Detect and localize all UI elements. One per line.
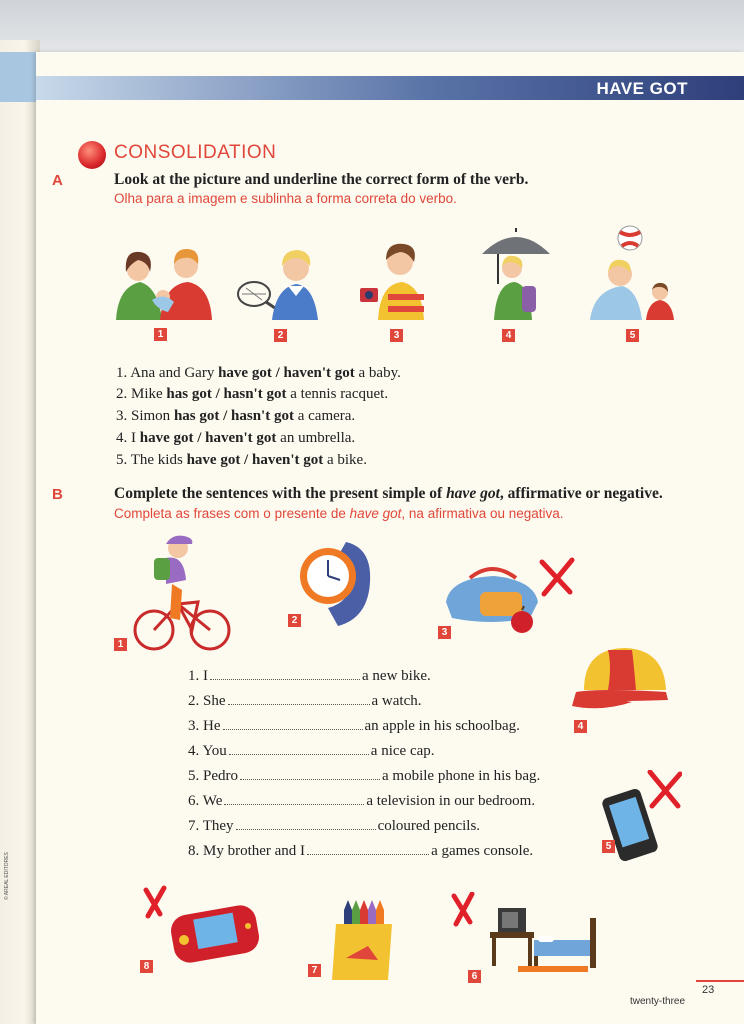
picture-label: 4	[574, 720, 587, 733]
answer-blank[interactable]	[307, 845, 429, 855]
coloured-pencils-picture	[328, 898, 400, 982]
exercise-a-instruction: Look at the picture and underline the correct form of the verb.	[114, 171, 529, 188]
exercise-a-sentence: 3. Simon has got / hasn't got a camera.	[116, 408, 356, 424]
scan-edge-strip	[0, 52, 36, 102]
boy-on-bike-picture	[132, 534, 236, 656]
exercise-b-sentence: 6. We a television in our bedroom.	[188, 793, 536, 809]
copyright-text: © AREAL EDITORES	[4, 852, 10, 900]
watch-picture	[298, 538, 378, 628]
picture-label: 8	[140, 960, 153, 973]
exercise-b-sentence: 5. Pedro a mobile phone in his bag.	[188, 768, 541, 784]
picture-label: 2	[288, 614, 301, 627]
games-console-picture	[142, 884, 262, 974]
verb-choice[interactable]: has got / hasn't got	[166, 386, 287, 402]
exercise-b-sentence: 2. She a watch.	[188, 693, 422, 709]
verb-choice[interactable]: have got / haven't got	[139, 430, 277, 446]
footer-rule	[696, 980, 744, 982]
schoolbag-with-apple-picture	[440, 552, 578, 638]
picture-label: 7	[308, 964, 321, 977]
answer-blank[interactable]	[210, 670, 360, 680]
picture-label: 6	[468, 970, 481, 983]
kids-with-ball-picture	[588, 220, 678, 320]
exercise-b-sentence: 3. He an apple in his schoolbag.	[188, 718, 520, 734]
couple-with-baby-picture	[108, 242, 218, 320]
picture-label: 5	[602, 840, 615, 853]
picture-label: 5	[626, 329, 639, 342]
exercise-a-sentence: 4. I have got / haven't got an umbrella.	[116, 430, 356, 446]
exercise-a-sentence: 2. Mike has got / hasn't got a tennis racquet.	[116, 386, 389, 402]
boy-with-umbrella-picture	[478, 224, 554, 320]
answer-blank[interactable]	[228, 695, 370, 705]
answer-blank[interactable]	[229, 745, 369, 755]
picture-label: 2	[274, 329, 287, 342]
exercise-a-instruction-pt: Olha para a imagem e sublinha a forma correta do verbo.	[114, 191, 457, 206]
verb-choice[interactable]: have got / haven't got	[186, 452, 324, 468]
verb-choice[interactable]: have got / haven't got	[218, 365, 355, 381]
exercise-b-sentence: 8. My brother and I a games console.	[188, 843, 534, 859]
boy-with-tennis-racquet-picture	[232, 232, 332, 320]
header-title: HAVE GOT	[596, 79, 688, 98]
cap-picture	[572, 646, 672, 714]
picture-label: 3	[438, 626, 451, 639]
exercise-b-sentence: 7. They coloured pencils.	[188, 818, 481, 834]
scan-background-top	[0, 0, 744, 58]
verb-choice[interactable]: has got / hasn't got	[173, 408, 294, 424]
exercise-b-instruction: Complete the sentences with the present simple of have got, affirmative or negative.	[114, 485, 663, 502]
answer-blank[interactable]	[224, 795, 364, 805]
exercise-b-sentence: 4. You a nice cap.	[188, 743, 435, 759]
page-number-word: twenty-three	[630, 996, 686, 1007]
exercise-a-letter: A	[52, 172, 63, 189]
section-bullet-icon	[78, 141, 106, 169]
bedroom-television-picture	[450, 892, 600, 976]
section-title: CONSOLIDATION	[114, 142, 277, 163]
answer-blank[interactable]	[236, 820, 376, 830]
exercise-b-letter: B	[52, 486, 63, 503]
exercise-a-sentence: 5. The kids have got / haven't got a bike.	[116, 452, 367, 468]
picture-label: 1	[114, 638, 127, 651]
exercise-a-sentence: 1. Ana and Gary have got / haven't got a baby.	[116, 365, 401, 381]
exercise-b-sentence: 1. I a new bike.	[188, 668, 431, 684]
exercise-b-instruction-pt: Completa as frases com o presente de have got, na afirmativa ou negativa.	[114, 506, 564, 521]
answer-blank[interactable]	[240, 770, 380, 780]
boy-with-camera-picture	[348, 232, 434, 320]
picture-label: 4	[502, 329, 515, 342]
worksheet-page	[36, 52, 744, 1024]
picture-label: 3	[390, 329, 403, 342]
answer-blank[interactable]	[223, 720, 363, 730]
picture-label: 1	[154, 328, 167, 341]
page-number: 23	[702, 984, 715, 996]
